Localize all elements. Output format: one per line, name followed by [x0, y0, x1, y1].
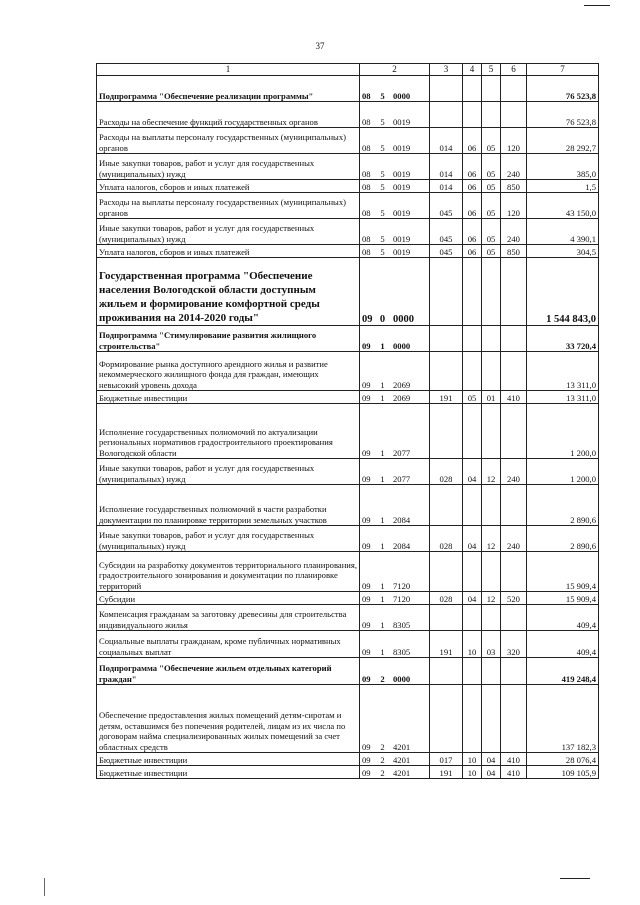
header-cell: 1 — [97, 64, 360, 76]
table-row — [97, 753, 599, 766]
row-name: Подпрограмма "Стимулирование развития жилищного строительства" — [97, 326, 360, 352]
expense-type-code: 240 — [501, 154, 527, 180]
direction-code: 4201 — [393, 741, 411, 752]
table-row — [97, 605, 599, 631]
target-article-code — [360, 76, 430, 102]
subsection-code: 04 — [482, 753, 501, 766]
corner-mark-top-right — [584, 5, 610, 6]
grbs-code — [430, 102, 463, 128]
amount: 385,0 — [527, 154, 599, 180]
target-article-code — [360, 352, 430, 391]
subsection-code — [482, 326, 501, 352]
program-code: 09 — [362, 741, 371, 752]
target-article-code — [360, 154, 430, 180]
target-article-code — [360, 180, 430, 193]
direction-code: 0019 — [393, 116, 411, 127]
subsection-code: 05 — [482, 219, 501, 245]
grbs-code: 017 — [430, 753, 463, 766]
row-name: Уплата налогов, сборов и иных платежей — [97, 245, 360, 258]
grbs-code — [430, 258, 463, 326]
program-code: 08 — [362, 142, 371, 153]
header-cell: 4 — [463, 64, 482, 76]
amount: 33 720,4 — [527, 326, 599, 352]
target-article-code — [360, 605, 430, 631]
direction-code: 0019 — [393, 233, 411, 244]
section-code — [463, 102, 482, 128]
program-code: 09 — [362, 673, 371, 684]
grbs-code: 191 — [430, 631, 463, 658]
header-cell: 7 — [527, 64, 599, 76]
subprogram-code: 1 — [380, 392, 385, 403]
section-code: 06 — [463, 245, 482, 258]
grbs-code: 028 — [430, 592, 463, 605]
amount: 409,4 — [527, 605, 599, 631]
amount: 419 248,4 — [527, 658, 599, 685]
program-code: 09 — [362, 340, 371, 351]
table-row — [97, 766, 599, 779]
expense-type-code — [501, 658, 527, 685]
direction-code: 0000 — [393, 313, 414, 325]
row-name: Уплата налогов, сборов и иных платежей — [97, 180, 360, 193]
subsection-code — [482, 404, 501, 459]
amount: 76 523,8 — [527, 76, 599, 102]
expense-type-code — [501, 404, 527, 459]
edge-mark-bottom-left — [44, 878, 45, 896]
amount: 13 311,0 — [527, 391, 599, 404]
expense-type-code: 240 — [501, 459, 527, 485]
row-name: Подпрограмма "Обеспечение реализации программы" — [97, 76, 360, 102]
grbs-code: 045 — [430, 245, 463, 258]
subprogram-code: 1 — [380, 593, 385, 604]
table-row — [97, 76, 599, 102]
subsection-code: 05 — [482, 245, 501, 258]
program-code: 09 — [362, 379, 371, 390]
subsection-code: 05 — [482, 128, 501, 154]
table-row — [97, 352, 599, 391]
target-article-code — [360, 685, 430, 753]
expense-type-code: 240 — [501, 219, 527, 245]
target-article-code — [360, 592, 430, 605]
row-name: Бюджетные инвестиции — [97, 766, 360, 779]
target-article-code — [360, 766, 430, 779]
header-cell: 6 — [501, 64, 527, 76]
subsection-code: 01 — [482, 391, 501, 404]
grbs-code — [430, 404, 463, 459]
program-code: 08 — [362, 116, 371, 127]
expense-type-code — [501, 76, 527, 102]
row-name: Социальные выплаты гражданам, кроме публичных нормативных социальных выплат — [97, 631, 360, 658]
section-code — [463, 258, 482, 326]
subsection-code: 12 — [482, 592, 501, 605]
direction-code: 0019 — [393, 168, 411, 179]
section-code: 05 — [463, 391, 482, 404]
target-article-code — [360, 526, 430, 552]
table-row — [97, 404, 599, 459]
subsection-code: 12 — [482, 459, 501, 485]
subprogram-code: 2 — [380, 741, 385, 752]
expense-type-code: 410 — [501, 766, 527, 779]
program-code: 08 — [362, 246, 371, 257]
program-code: 09 — [362, 754, 371, 765]
direction-code: 0000 — [393, 673, 411, 684]
program-code: 09 — [362, 767, 371, 778]
direction-code: 0019 — [393, 207, 411, 218]
grbs-code — [430, 76, 463, 102]
table-row — [97, 245, 599, 258]
target-article-code — [360, 128, 430, 154]
subprogram-code: 5 — [380, 207, 385, 218]
grbs-code — [430, 326, 463, 352]
subprogram-code: 1 — [380, 540, 385, 551]
target-article-code — [360, 631, 430, 658]
row-name: Иные закупки товаров, работ и услуг для государственных (муниципальных) нужд — [97, 526, 360, 552]
table-row — [97, 219, 599, 245]
grbs-code: 014 — [430, 154, 463, 180]
direction-code: 0019 — [393, 181, 411, 192]
subsection-code — [482, 258, 501, 326]
row-name: Субсидии — [97, 592, 360, 605]
budget-table — [96, 63, 599, 779]
section-code: 04 — [463, 592, 482, 605]
subprogram-code: 1 — [380, 646, 385, 657]
subsection-code — [482, 485, 501, 526]
target-article-code — [360, 102, 430, 128]
subprogram-code: 5 — [380, 181, 385, 192]
section-code: 04 — [463, 526, 482, 552]
target-article-code — [360, 391, 430, 404]
section-code — [463, 352, 482, 391]
header-cell: 3 — [430, 64, 463, 76]
page-number: 37 — [315, 41, 325, 51]
direction-code: 8305 — [393, 619, 411, 630]
subsection-code — [482, 102, 501, 128]
expense-type-code: 120 — [501, 193, 527, 219]
row-name: Иные закупки товаров, работ и услуг для государственных (муниципальных) нужд — [97, 154, 360, 180]
subsection-code — [482, 685, 501, 753]
target-article-code — [360, 404, 430, 459]
grbs-code: 028 — [430, 459, 463, 485]
subprogram-code: 1 — [380, 514, 385, 525]
grbs-code — [430, 352, 463, 391]
section-code: 10 — [463, 631, 482, 658]
section-code — [463, 658, 482, 685]
expense-type-code — [501, 685, 527, 753]
table-row — [97, 258, 599, 326]
target-article-code — [360, 193, 430, 219]
expense-type-code — [501, 485, 527, 526]
subprogram-code: 2 — [380, 673, 385, 684]
expense-type-code: 120 — [501, 128, 527, 154]
table-row — [97, 526, 599, 552]
grbs-code: 045 — [430, 219, 463, 245]
amount: 137 182,3 — [527, 685, 599, 753]
row-name: Подпрограмма "Обеспечение жильем отдельных категорий граждан" — [97, 658, 360, 685]
subprogram-code: 0 — [379, 313, 386, 325]
subprogram-code: 5 — [380, 168, 385, 179]
amount: 76 523,8 — [527, 102, 599, 128]
program-code: 09 — [362, 619, 371, 630]
expense-type-code — [501, 605, 527, 631]
subsection-code — [482, 76, 501, 102]
section-code: 10 — [463, 753, 482, 766]
amount: 1 544 843,0 — [527, 258, 599, 326]
expense-type-code — [501, 552, 527, 592]
table-row — [97, 180, 599, 193]
subprogram-code: 1 — [380, 340, 385, 351]
subprogram-code: 2 — [380, 767, 385, 778]
program-code: 09 — [362, 447, 371, 458]
expense-type-code: 850 — [501, 180, 527, 193]
subsection-code — [482, 352, 501, 391]
amount: 43 150,0 — [527, 193, 599, 219]
subprogram-code: 5 — [380, 116, 385, 127]
corner-mark-bottom-right — [560, 878, 590, 879]
amount: 13 311,0 — [527, 352, 599, 391]
direction-code: 0000 — [393, 90, 411, 101]
section-code — [463, 326, 482, 352]
section-code: 06 — [463, 180, 482, 193]
row-name: Обеспечение предоставления жилых помещений детям-сиротам и детям, оставшимся без попечения родителей, лицам из их числа по договорам найма специализированных жилых помещений за счет областных средств — [97, 685, 360, 753]
row-name: Исполнение государственных полномочий по актуализации региональных нормативов градостроительного проектирования Вологодской области — [97, 404, 360, 459]
expense-type-code — [501, 326, 527, 352]
amount: 304,5 — [527, 245, 599, 258]
program-code: 09 — [362, 580, 371, 591]
grbs-code: 014 — [430, 180, 463, 193]
grbs-code — [430, 552, 463, 592]
grbs-code: 028 — [430, 526, 463, 552]
table-row — [97, 485, 599, 526]
table-row — [97, 685, 599, 753]
grbs-code — [430, 685, 463, 753]
program-code: 09 — [362, 392, 371, 403]
subprogram-code: 1 — [380, 447, 385, 458]
grbs-code — [430, 658, 463, 685]
program-code: 08 — [362, 207, 371, 218]
row-name: Бюджетные инвестиции — [97, 753, 360, 766]
table-row — [97, 326, 599, 352]
direction-code: 2084 — [393, 514, 411, 525]
amount: 1,5 — [527, 180, 599, 193]
direction-code: 0019 — [393, 246, 411, 257]
row-name: Формирование рынка доступного арендного жилья и развитие некоммерческого жилищного фонда для граждан, имеющих невысокий уровень дохода — [97, 352, 360, 391]
amount: 15 909,4 — [527, 552, 599, 592]
row-name: Исполнение государственных полномочий в части разработки документации по планировке территории земельных участков — [97, 485, 360, 526]
subsection-code — [482, 605, 501, 631]
subsection-code: 12 — [482, 526, 501, 552]
direction-code: 4201 — [393, 754, 411, 765]
direction-code: 8305 — [393, 646, 411, 657]
table-row — [97, 391, 599, 404]
subprogram-code: 1 — [380, 379, 385, 390]
row-name: Расходы на выплаты персоналу государственных (муниципальных) органов — [97, 128, 360, 154]
program-code: 09 — [362, 313, 373, 325]
table-row — [97, 552, 599, 592]
target-article-code — [360, 658, 430, 685]
row-name: Компенсация гражданам за заготовку древесины для строительства индивидуального жилья — [97, 605, 360, 631]
section-code: 06 — [463, 154, 482, 180]
direction-code: 4201 — [393, 767, 411, 778]
table-row — [97, 193, 599, 219]
subprogram-code: 5 — [380, 246, 385, 257]
direction-code: 0019 — [393, 142, 411, 153]
grbs-code — [430, 485, 463, 526]
expense-type-code: 850 — [501, 245, 527, 258]
program-code: 08 — [362, 90, 371, 101]
table-header-row — [97, 64, 599, 76]
table-row — [97, 658, 599, 685]
grbs-code: 191 — [430, 766, 463, 779]
target-article-code — [360, 219, 430, 245]
subprogram-code: 2 — [380, 754, 385, 765]
subprogram-code: 1 — [380, 473, 385, 484]
program-code: 08 — [362, 233, 371, 244]
subprogram-code: 5 — [380, 90, 385, 101]
table-row — [97, 154, 599, 180]
direction-code: 2077 — [393, 447, 411, 458]
row-name: Субсидии на разработку документов территориального планирования, градостроительного зонирования и документации по планировке территорий — [97, 552, 360, 592]
direction-code: 0000 — [393, 340, 411, 351]
expense-type-code — [501, 352, 527, 391]
expense-type-code: 240 — [501, 526, 527, 552]
amount: 28 292,7 — [527, 128, 599, 154]
table-row — [97, 592, 599, 605]
expense-type-code: 410 — [501, 391, 527, 404]
amount: 409,4 — [527, 631, 599, 658]
table-row — [97, 459, 599, 485]
direction-code: 2077 — [393, 473, 411, 484]
expense-type-code — [501, 258, 527, 326]
grbs-code — [430, 605, 463, 631]
subsection-code — [482, 658, 501, 685]
section-code — [463, 485, 482, 526]
expense-type-code: 320 — [501, 631, 527, 658]
section-code: 10 — [463, 766, 482, 779]
subprogram-code: 5 — [380, 233, 385, 244]
section-code — [463, 404, 482, 459]
section-code: 06 — [463, 219, 482, 245]
subprogram-code: 1 — [380, 580, 385, 591]
direction-code: 2069 — [393, 379, 411, 390]
section-code — [463, 552, 482, 592]
table-row — [97, 102, 599, 128]
grbs-code: 045 — [430, 193, 463, 219]
target-article-code — [360, 258, 430, 326]
amount: 15 909,4 — [527, 592, 599, 605]
target-article-code — [360, 485, 430, 526]
amount: 109 105,9 — [527, 766, 599, 779]
expense-type-code: 410 — [501, 753, 527, 766]
subsection-code: 04 — [482, 766, 501, 779]
program-code: 09 — [362, 646, 371, 657]
target-article-code — [360, 552, 430, 592]
subsection-code: 03 — [482, 631, 501, 658]
row-name: Расходы на выплаты персоналу государственных (муниципальных) органов — [97, 193, 360, 219]
direction-code: 7120 — [393, 580, 411, 591]
program-code: 09 — [362, 473, 371, 484]
program-code: 09 — [362, 593, 371, 604]
subsection-code: 05 — [482, 154, 501, 180]
direction-code: 2069 — [393, 392, 411, 403]
expense-type-code — [501, 102, 527, 128]
target-article-code — [360, 459, 430, 485]
subprogram-code: 5 — [380, 142, 385, 153]
subsection-code: 05 — [482, 180, 501, 193]
row-name: Государственная программа "Обеспечение населения Вологодской области доступным жильем и формирование комфортной среды проживания на 2014-2020 годы" — [97, 258, 360, 326]
section-code — [463, 605, 482, 631]
amount: 1 200,0 — [527, 404, 599, 459]
program-code: 08 — [362, 168, 371, 179]
program-code: 09 — [362, 540, 371, 551]
amount: 1 200,0 — [527, 459, 599, 485]
row-name: Иные закупки товаров, работ и услуг для государственных (муниципальных) нужд — [97, 219, 360, 245]
subsection-code: 05 — [482, 193, 501, 219]
table-row — [97, 631, 599, 658]
direction-code: 2084 — [393, 540, 411, 551]
row-name: Расходы на обеспечение функций государственных органов — [97, 102, 360, 128]
target-article-code — [360, 753, 430, 766]
header-cell: 5 — [482, 64, 501, 76]
grbs-code: 191 — [430, 391, 463, 404]
table-row — [97, 128, 599, 154]
section-code: 04 — [463, 459, 482, 485]
section-code: 06 — [463, 193, 482, 219]
amount: 2 890,6 — [527, 485, 599, 526]
section-code — [463, 685, 482, 753]
grbs-code: 014 — [430, 128, 463, 154]
section-code: 06 — [463, 128, 482, 154]
header-cell: 2 — [360, 64, 430, 76]
program-code: 08 — [362, 181, 371, 192]
amount: 4 390,1 — [527, 219, 599, 245]
expense-type-code: 520 — [501, 592, 527, 605]
subsection-code — [482, 552, 501, 592]
amount: 28 076,4 — [527, 753, 599, 766]
direction-code: 7120 — [393, 593, 411, 604]
target-article-code — [360, 245, 430, 258]
row-name: Иные закупки товаров, работ и услуг для государственных (муниципальных) нужд — [97, 459, 360, 485]
subprogram-code: 1 — [380, 619, 385, 630]
target-article-code — [360, 326, 430, 352]
row-name: Бюджетные инвестиции — [97, 391, 360, 404]
section-code — [463, 76, 482, 102]
program-code: 09 — [362, 514, 371, 525]
amount: 2 890,6 — [527, 526, 599, 552]
